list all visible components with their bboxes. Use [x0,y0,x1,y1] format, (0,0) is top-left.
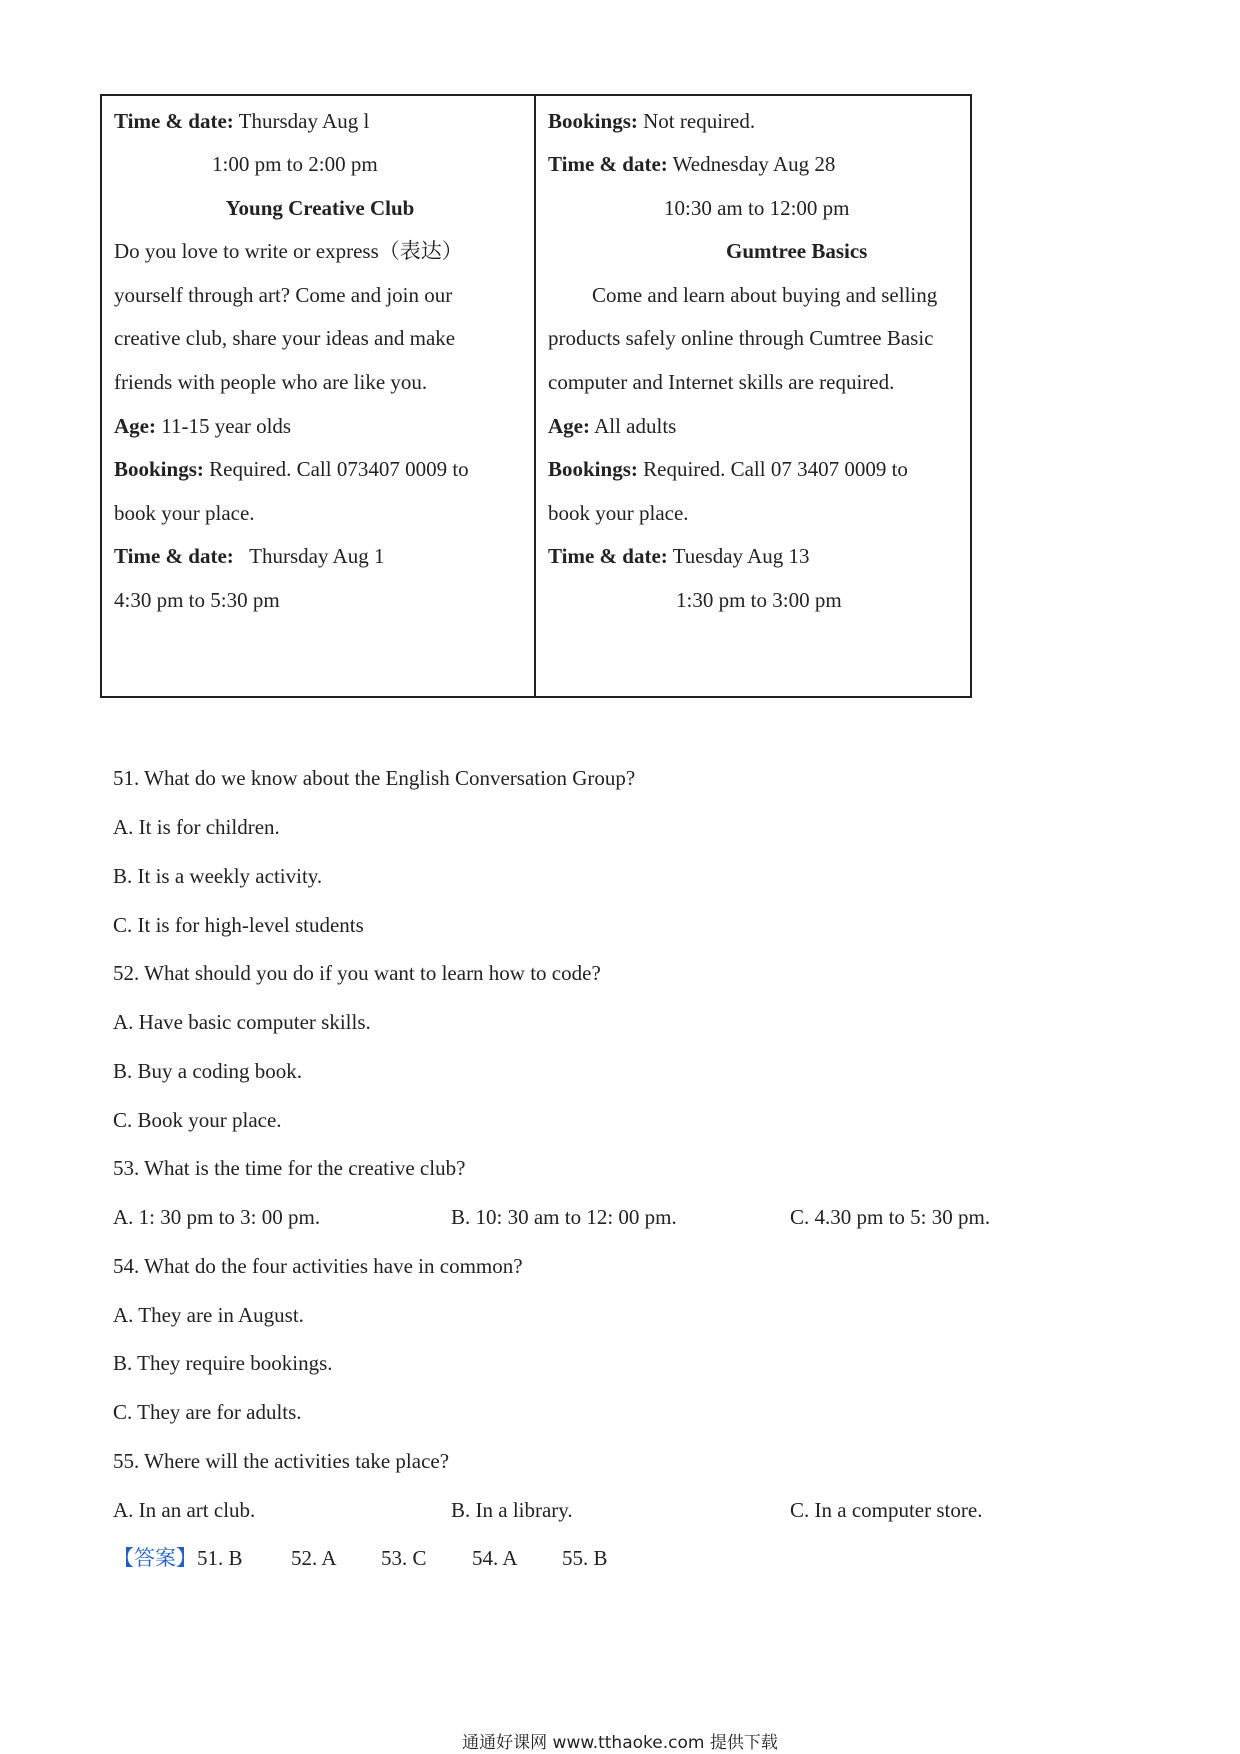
right-time-date-1: Time & date: Wednesday Aug 28 [548,152,836,176]
young-creative-club-title: Young Creative Club [225,196,415,220]
table-right-column [536,96,970,696]
right-time-2: 1:30 pm to 3:00 pm [676,588,842,612]
answer-line [113,1545,243,1571]
question-51-option-a: A. It is for children. [113,815,280,839]
answer-item: 52. A [291,1546,337,1570]
answer-item: 53. C [381,1546,427,1570]
question-52-option-b: B. Buy a coding book. [113,1059,302,1083]
question-55-option-c: C. In a computer store. [790,1498,983,1522]
right-bookings-1: Bookings: Not required. [548,109,756,133]
right-time-1: 10:30 am to 12:00 pm [664,196,850,220]
question-55: 55. Where will the activities take place? [113,1449,450,1473]
left-desc-line-1: Do you love to write or express（表达） [114,239,463,263]
left-bookings-cont: book your place. [114,501,255,525]
left-age: Age: 11-15 year olds [114,414,292,438]
question-54: 54. What do the four activities have in common? [113,1254,523,1278]
page-footer: 通通好课网 www.tthaoke.com 提供下载 [462,1733,778,1753]
answer-item: 54. A [472,1546,518,1570]
right-bookings-2: Bookings: Required. Call 07 3407 0009 to [548,457,908,481]
left-time-date-2: Time & date: Thursday Aug 1 [114,544,385,568]
left-time-2: 4:30 pm to 5:30 pm [114,588,280,612]
question-52-option-c: C. Book your place. [113,1108,282,1132]
question-52: 52. What should you do if you want to learn how to code? [113,961,601,985]
left-time-date-1: Time & date: Thursday Aug l [114,109,370,133]
question-54-option-a: A. They are in August. [113,1303,304,1327]
question-54-option-b: B. They require bookings. [113,1351,333,1375]
right-bookings-cont: book your place. [548,501,689,525]
question-55-option-b: B. In a library. [451,1498,573,1522]
right-age: Age: All adults [548,414,677,438]
question-51-option-b: B. It is a weekly activity. [113,864,323,888]
answer-item: 51. B [197,1546,243,1570]
right-desc-line-1: Come and learn about buying and selling [592,283,938,307]
left-desc-line-3: creative club, share your ideas and make [114,326,456,350]
left-desc-line-2: yourself through art? Come and join our [114,283,453,307]
question-53-option-b: B. 10: 30 am to 12: 00 pm. [451,1205,677,1229]
question-55-option-a: A. In an art club. [113,1498,256,1522]
question-53-option-a: A. 1: 30 pm to 3: 00 pm. [113,1205,321,1229]
left-desc-line-4: friends with people who are like you. [114,370,428,394]
right-desc-line-2: products safely online through Cumtree Basic [548,326,934,350]
answer-tag: 【答案】 [113,1546,197,1570]
activity-table [100,94,972,698]
left-bookings: Bookings: Required. Call 073407 0009 to [114,457,469,481]
answer-item: 55. B [562,1546,608,1570]
question-52-option-a: A. Have basic computer skills. [113,1010,371,1034]
gumtree-basics-title: Gumtree Basics [726,239,868,263]
question-51: 51. What do we know about the English Conversation Group? [113,766,636,790]
right-time-date-2: Time & date: Tuesday Aug 13 [548,544,810,568]
table-left-column [102,96,536,696]
right-desc-line-3: computer and Internet skills are required. [548,370,895,394]
question-54-option-c: C. They are for adults. [113,1400,302,1424]
question-53: 53. What is the time for the creative club? [113,1156,466,1180]
left-time-1: 1:00 pm to 2:00 pm [212,152,378,176]
question-51-option-c: C. It is for high-level students [113,913,364,937]
question-53-option-c: C. 4.30 pm to 5: 30 pm. [790,1205,991,1229]
